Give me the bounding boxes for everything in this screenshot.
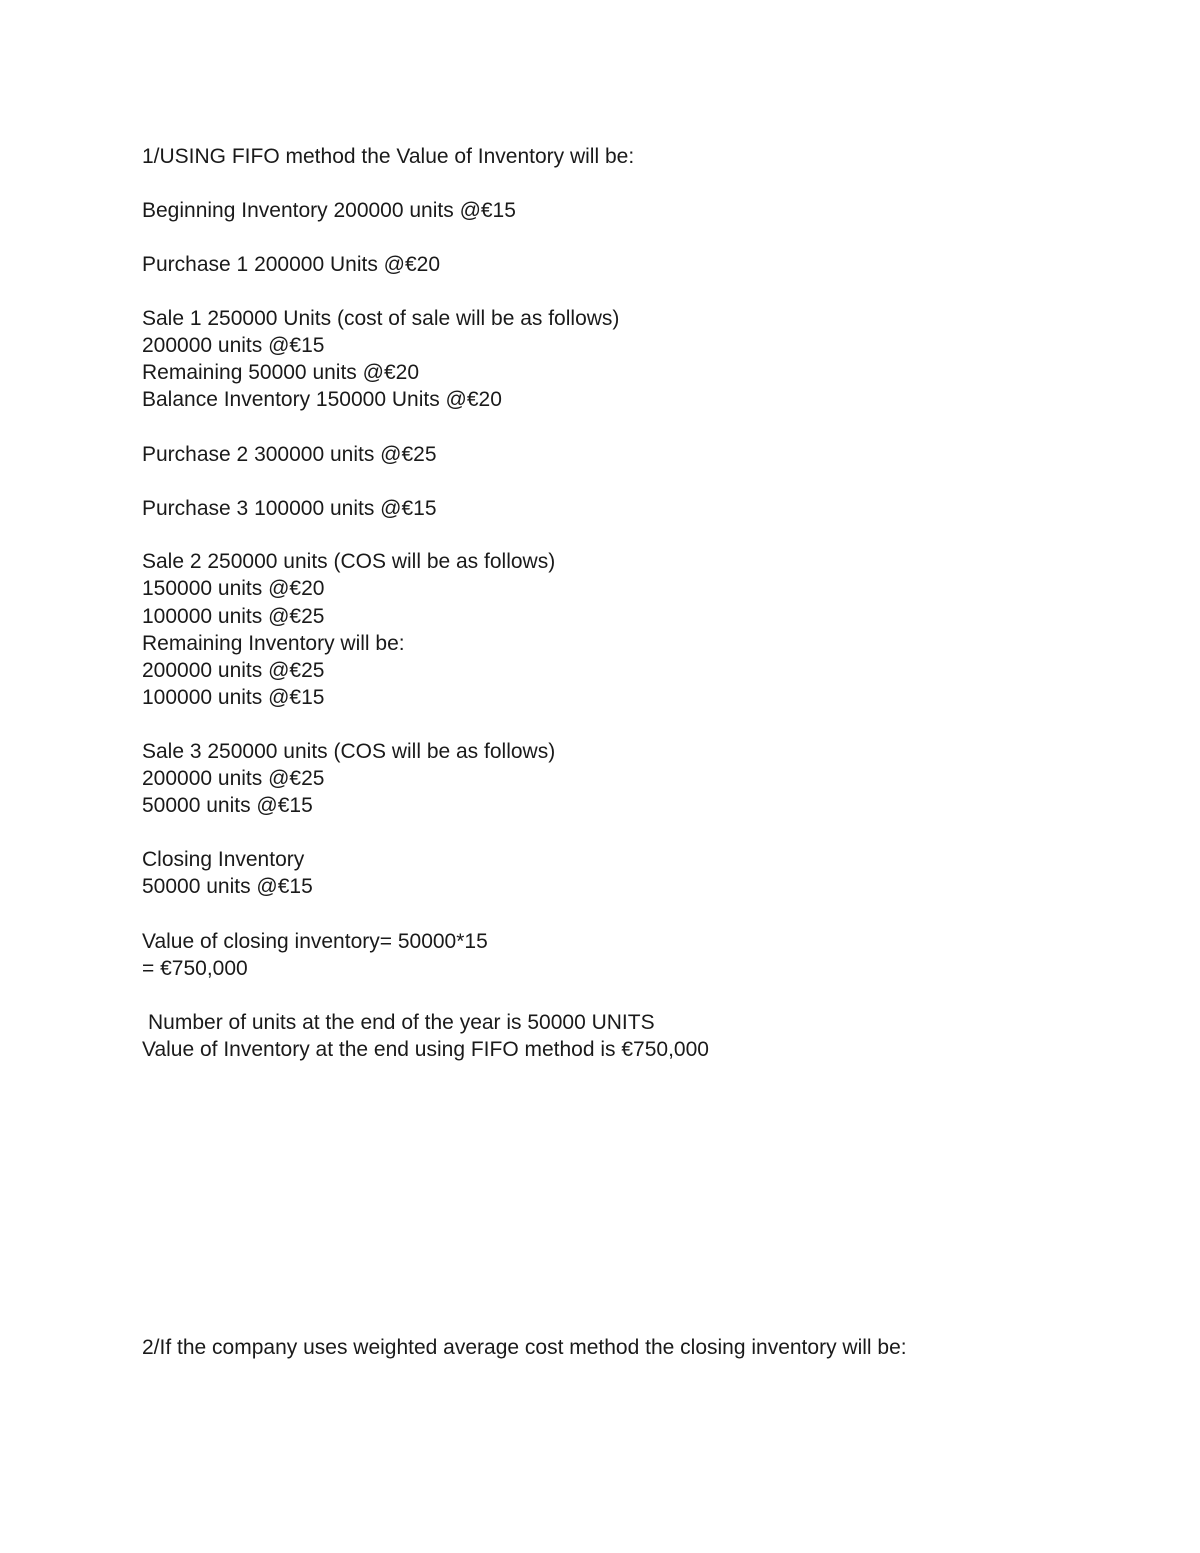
sale3-line-2: 50000 units @€15 xyxy=(142,794,313,817)
sale2-line-5: 100000 units @€15 xyxy=(142,686,325,709)
purchase3-line: Purchase 3 100000 units @€15 xyxy=(142,497,437,520)
sale1-title: Sale 1 250000 Units (cost of sale will be as follows) xyxy=(142,307,620,330)
closing-value-result: = €750,000 xyxy=(142,957,248,980)
sale1-line-2: Remaining 50000 units @€20 xyxy=(142,361,419,384)
closing-value-formula: Value of closing inventory= 50000*15 xyxy=(142,930,488,953)
closing-inventory-line-1: 50000 units @€15 xyxy=(142,875,313,898)
purchase2-line: Purchase 2 300000 units @€25 xyxy=(142,443,437,466)
beginning-inventory-line: Beginning Inventory 200000 units @€15 xyxy=(142,199,516,222)
sale2-title: Sale 2 250000 units (COS will be as follows) xyxy=(142,550,556,573)
sale1-line-3: Balance Inventory 150000 Units @€20 xyxy=(142,388,502,411)
sale2-line-2: 100000 units @€25 xyxy=(142,605,325,628)
closing-inventory-title: Closing Inventory xyxy=(142,848,305,871)
sale2-line-4: 200000 units @€25 xyxy=(142,659,325,682)
sale2-line-1: 150000 units @€20 xyxy=(142,577,325,600)
summary-units: Number of units at the end of the year is 50000 UNITS xyxy=(148,1011,655,1034)
purchase1-line: Purchase 1 200000 Units @€20 xyxy=(142,253,441,276)
sale1-line-1: 200000 units @€15 xyxy=(142,334,325,357)
part2-heading: 2/If the company uses weighted average cost method the closing inventory will be: xyxy=(142,1336,907,1359)
sale2-line-3: Remaining Inventory will be: xyxy=(142,632,405,655)
summary-value: Value of Inventory at the end using FIFO method is €750,000 xyxy=(142,1038,709,1061)
part1-heading: 1/USING FIFO method the Value of Inventory will be: xyxy=(142,145,635,168)
sale3-title: Sale 3 250000 units (COS will be as follows) xyxy=(142,740,556,763)
sale3-line-1: 200000 units @€25 xyxy=(142,767,325,790)
